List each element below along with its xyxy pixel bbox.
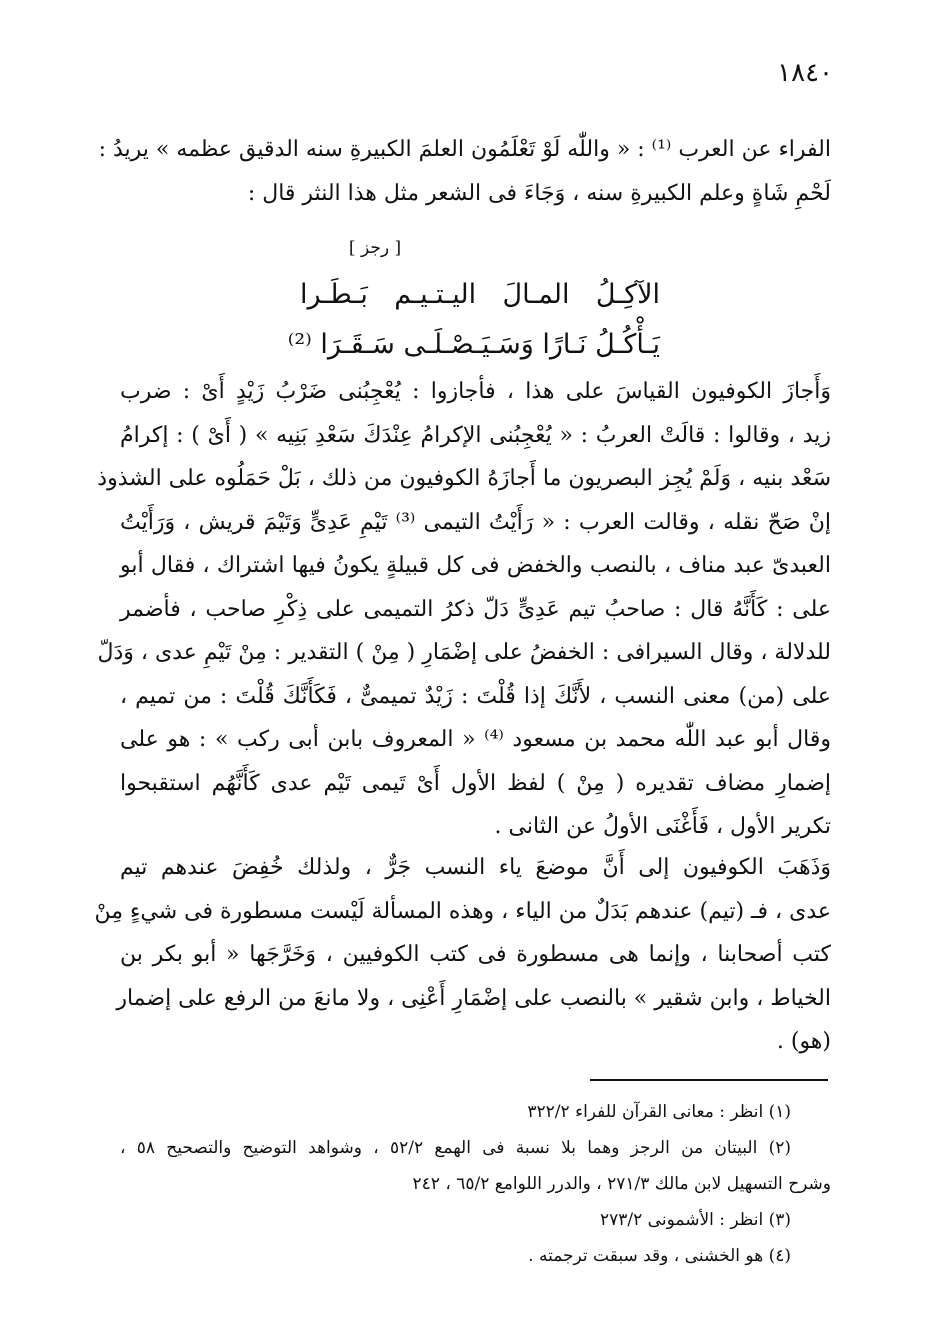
text-line: على : كَأَنَّهُ قال : صاحبُ تيم عَدِىٍّ دَلّ ذكرُ التميمى على ذِكْرِ صاحب ، فأضمر (120, 596, 831, 622)
text-line: إضمارِ مضاف تقديره ( مِنْ ) لفظ الأول أَىْ تَيمى تَيْم عدى كَأَنَّهُم استقبحوا (120, 770, 831, 796)
text-line: سَعْد بنيه ، وَلَمْ يُجِز البصريون ما أَجازَهُ الكوفيون من ذلك ، بَلْ حَمَلُوه على الشذوذ (97, 466, 831, 491)
text-line: العبدىّ عبد مناف ، بالنصب والخفض فى كل قبيلةٍ يكونُ فيها اشتراك ، فقال أبو (120, 553, 831, 578)
footnote: (٣) انظر : الأشمونى ٢٧٣/٢ (600, 1210, 791, 1230)
text-line: وقال أبو عبد اللّٰه محمد بن مسعود ⁽⁴⁾ « المعروف بابن أبى ركب » : هو على (120, 727, 831, 752)
text-line: الفراء عن العرب ⁽¹⁾ : « واللّٰه لَوْ تَعْلَمُون العلمَ الكبيرةِ سنه الدقيق عظمه » يريدُ : (98, 137, 831, 162)
text-line: (هو) . (776, 1029, 831, 1054)
text-line: عدى ، فـ (تيم) عندهم بَدَلٌ من الياء ، وهذه المسألة لَيْست مسطورة فى شيءٍ مِنْ (94, 898, 831, 924)
footnote: (٢) البيتان من الرجز وهما بلا نسبة فى الهمع ٥٢/٢ ، وشواهد التوضيح والتصحيح ٥٨ ، (120, 1138, 791, 1158)
footnote: (١) انظر : معانى القرآن للفراء ٣٢٢/٢ (527, 1102, 791, 1122)
verse-line-2 (287, 320, 660, 370)
body-paragraph-1 (97, 370, 832, 849)
footnotes (120, 1094, 831, 1274)
footnote-separator (590, 1079, 828, 1081)
text-line: زيد ، وقالوا : قالَتْ العربُ : « يُعْجِبُنى الإكرامُ عِنْدَكَ سَعْدِ بَنِيه » ( أَىْ ) : إكرامُ (120, 422, 831, 448)
verse-text: يَـأْكُـلُ نَـارًا وَسَـيَـصْـلَـى سَـقَـرَا ⁽²⁾ (287, 329, 660, 360)
verse-line-1 (300, 270, 660, 320)
intro-paragraph (98, 128, 831, 216)
text-line: وَأَجازَ الكوفيون القياسَ على هذا ، فأجازوا : يُعْجِبُنى ضَرْبُ زَيْدٍ أَىْ : ضرب (120, 379, 831, 404)
verse-text: الآكِـلُ المـالَ اليـتـيـم بَـطَـرا (300, 279, 660, 310)
text-line: للدلالة ، وقال السيرافى : الخفضُ على إضْمَارِ ( مِنْ ) التقدير : مِنْ تَيْمِ عدى ، وَدَلّ (97, 640, 831, 665)
text-line: إنْ صَحّ نقله ، وقالت العرب : « رَأَيْتُ التيمى ⁽³⁾ تَيْمِ عَدِىٍّ وَتَيْمَ قريش ، وَرَأَيْتُ (120, 509, 832, 535)
text-line: على (من) معنى النسب ، لأَنَّكَ إذا قُلْتَ : زَيْدٌ تميمىٌّ ، فَكَأَنَّكَ قُلْتَ : من تميم ، (120, 683, 831, 709)
verse-meter-tag: [ رجز ] (348, 238, 402, 258)
text-line: كتب أصحابنا ، وإنما هى مسطورة فى كتب الكوفيين ، وَخَرَّجَها « أبو بكر بن (120, 942, 831, 967)
text-line: الخياط ، وابن شقير » بالنصب على إضْمَارِ أَعْنِى ، ولا مانعَ من الرفع على إضمار (116, 985, 831, 1011)
page-number: ١٨٤٠ (777, 58, 833, 88)
text-line: تكرير الأول ، فَأَغْنَى الأولُ عن الثانى . (494, 814, 831, 839)
text-line: وَذَهَبَ الكوفيون إلى أَنَّ موضعَ ياء النسب جَرٌّ ، ولذلك خُفِضَ عندهم تيم (120, 855, 831, 880)
text-line: لَحْمِ شَاةٍ وعلم الكبيرةِ سنه ، وَجَاءَ فى الشعر مثل هذا النثر قال : (247, 181, 831, 206)
body-paragraph-2 (94, 846, 831, 1064)
footnote-continuation: وشرح التسهيل لابن مالك ٢٧١/٣ ، والدرر اللوامع ٦٥/٢ ، ٢٤٢ (412, 1174, 831, 1194)
footnote: (٤) هو الخشنى ، وقد سبقت ترجمته . (528, 1246, 791, 1266)
